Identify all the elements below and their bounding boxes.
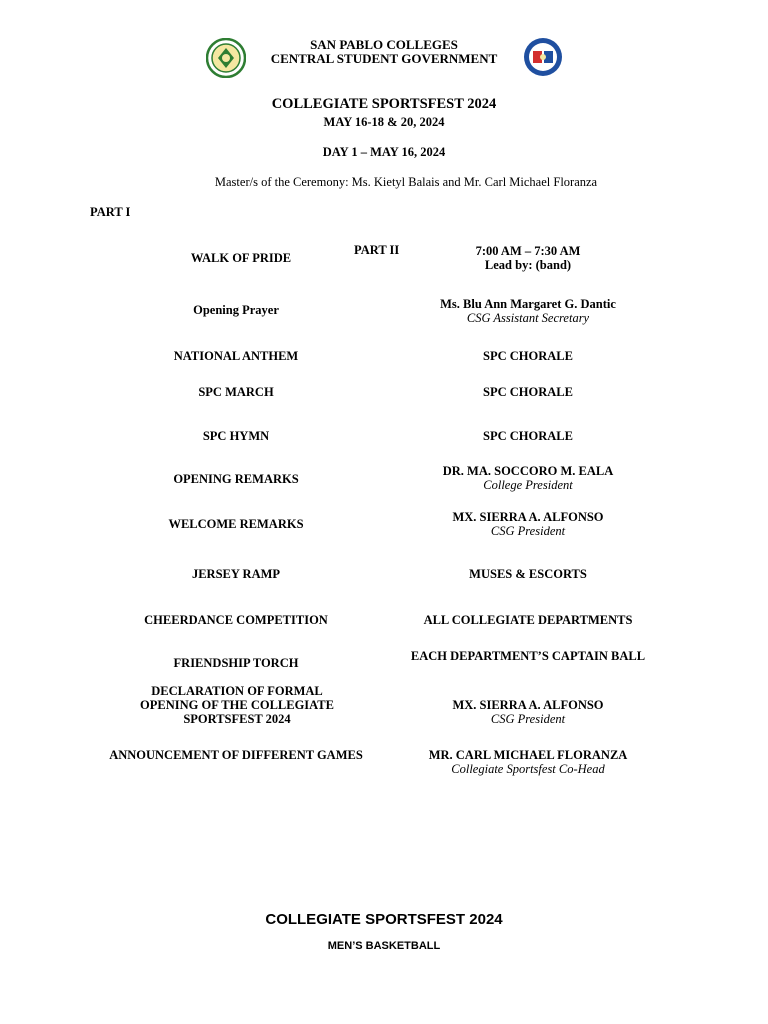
- event-title: COLLEGIATE SPORTSFEST 2024: [271, 96, 497, 112]
- performer-name: SPC CHORALE: [483, 385, 573, 399]
- program-activity: NATIONAL ANTHEM: [173, 349, 299, 363]
- performer-name: SPC CHORALE: [483, 349, 573, 363]
- event-dates: MAY 16-18 & 20, 2024: [323, 115, 445, 129]
- program-performer: [390, 429, 666, 443]
- performer-role: Lead by: (band): [484, 258, 572, 272]
- performer-name: MUSES & ESCORTS: [469, 567, 587, 581]
- performer-role: CSG President: [490, 712, 566, 726]
- program-performer: [390, 297, 666, 325]
- performer-name: SPC CHORALE: [483, 429, 573, 443]
- performer-role: College President: [483, 478, 573, 492]
- program-performer: [390, 567, 666, 581]
- program-activity: JERSEY RAMP: [191, 567, 281, 581]
- performer-role: CSG Assistant Secretary: [466, 311, 590, 325]
- performer-name: EACH DEPARTMENT’S CAPTAIN BALL: [410, 649, 646, 663]
- government-name: CENTRAL STUDENT GOVERNMENT: [270, 51, 498, 66]
- program-performer: [390, 464, 666, 492]
- footer-subtitle: MEN’S BASKETBALL: [327, 940, 441, 952]
- program-activity: OPENING REMARKS: [173, 472, 299, 486]
- performer-name: DR. MA. SOCCORO M. EALA: [442, 464, 614, 478]
- performer-name: MX. SIERRA A. ALFONSO: [452, 510, 604, 524]
- program-performer: [390, 748, 666, 776]
- program-performer: [390, 698, 666, 726]
- program-activity: Opening Prayer: [193, 303, 279, 317]
- part-2-label: PART II: [354, 243, 400, 257]
- program-activity: FRIENDSHIP TORCH: [173, 656, 299, 670]
- program-activity: ANNOUNCEMENT OF DIFFERENT GAMES: [109, 748, 363, 762]
- masters-of-ceremony: Master/s of the Ceremony: Ms. Kietyl Balais and Mr. Carl Michael Floranza: [214, 175, 598, 189]
- program-activity: DECLARATION OF FORMAL OPENING OF THE COLLEGIATE SPORTSFEST 2024: [140, 684, 334, 726]
- program-activity: SPC MARCH: [198, 385, 274, 399]
- performer-name: ALL COLLEGIATE DEPARTMENTS: [423, 613, 633, 627]
- footer-title: COLLEGIATE SPORTSFEST 2024: [265, 911, 503, 928]
- program-performer: [390, 349, 666, 363]
- program-activity: WALK OF PRIDE: [190, 251, 292, 265]
- performer-role: Collegiate Sportsfest Co-Head: [451, 762, 605, 776]
- program-performer: [390, 613, 666, 627]
- performer-name: Ms. Blu Ann Margaret G. Dantic: [440, 297, 616, 311]
- performer-name: 7:00 AM – 7:30 AM: [475, 244, 581, 258]
- performer-role: CSG President: [490, 524, 566, 538]
- program-activity: CHEERDANCE COMPETITION: [144, 613, 328, 627]
- program-activity: WELCOME REMARKS: [168, 517, 304, 531]
- program-performer: [390, 244, 666, 272]
- institution-name: SAN PABLO COLLEGES: [310, 37, 458, 52]
- program-performer: [390, 385, 666, 399]
- program-performer: [400, 649, 656, 663]
- program-activity: SPC HYMN: [202, 429, 270, 443]
- program-performer: [390, 510, 666, 538]
- day-heading: DAY 1 – MAY 16, 2024: [322, 145, 446, 159]
- performer-name: MX. SIERRA A. ALFONSO: [452, 698, 604, 712]
- performer-name: MR. CARL MICHAEL FLORANZA: [428, 748, 628, 762]
- part-1-label: PART I: [90, 205, 131, 219]
